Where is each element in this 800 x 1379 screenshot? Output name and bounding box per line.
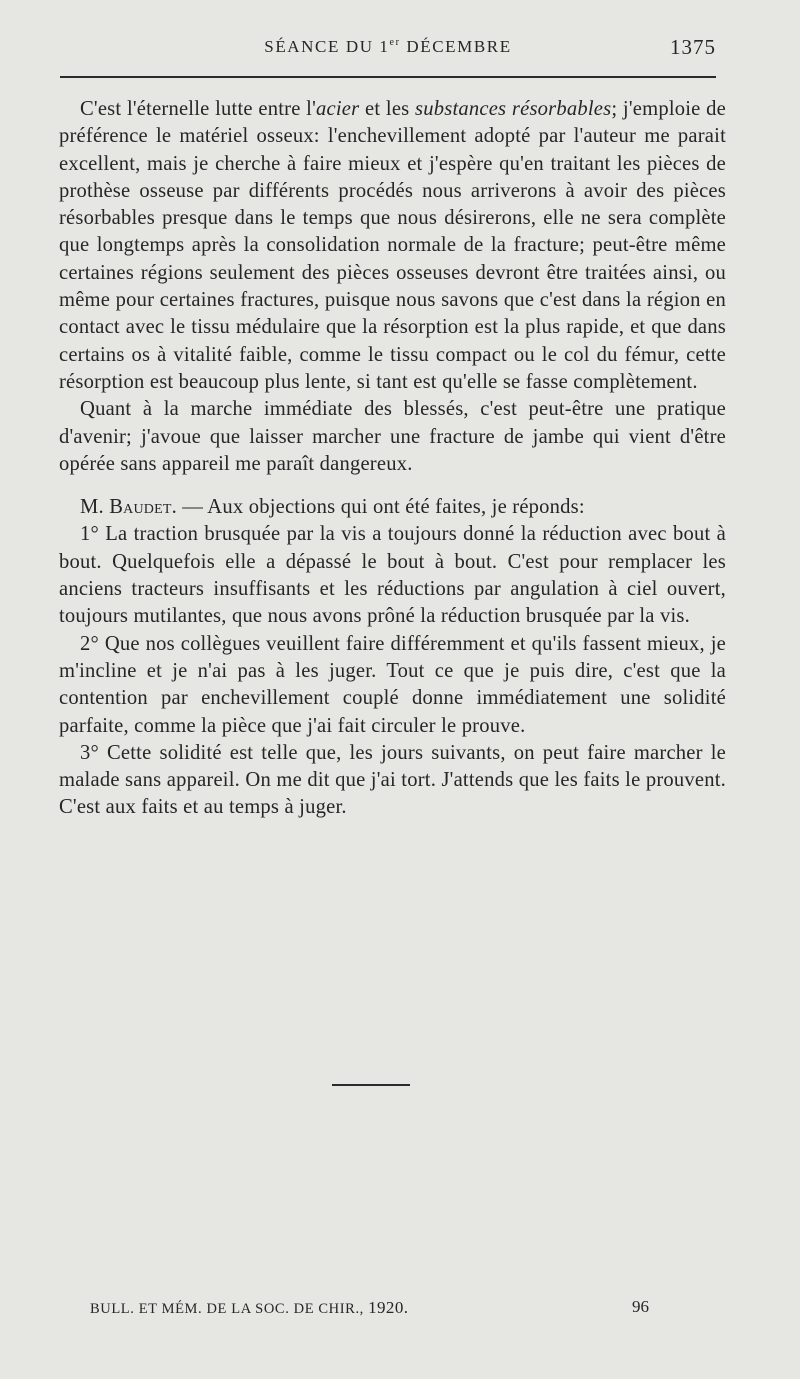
- paragraph-1: [59, 96, 726, 396]
- paragraph-2: Quant à la marche immédiate des blessés, c'est peut-être une pratique d'avenir; j'avoue que laisser marcher une fracture de jambe qui vient d'être opérée sans appareil me paraît dangereux.: [59, 398, 726, 475]
- header-rule: [60, 76, 716, 78]
- paragraph-1-rest: ; j'emploie de préférence le matériel osseux: l'enchevillement adopté par l'auteur me parait excellent, mais je cherche à faire mieux et j'espère qu'en traitant les pièces de prothèse osseuse par différents procédés nous arriverons à avoir des pièces résorbables presque dans le temps que nous désirerons, elle ne sera complète que longtemps après la consolidation normale de la fracture; peut-être même certaines régions seulement des pièces osseuses devront être traitées ainsi, ou même pour certaines fractures, puisque nous savons que c'est dans la région en contact avec le tissu médulaire que la résorption est la plus rapide, et que dans certains os à vitalité faible, comme le tissu compact ou le col du fémur, cette résorption est beaucoup plus lente, si tant est qu'elle se fasse complètement.: [59, 98, 726, 393]
- section-end-rule: [332, 1084, 410, 1086]
- running-title-superscript: er: [389, 37, 401, 48]
- emphasis-acier: acier: [316, 98, 360, 120]
- body-text: [59, 96, 726, 822]
- footer-source: [90, 1298, 408, 1318]
- paragraph-5: 2° Que nos collègues veuillent faire différemment et qu'ils fassent mieux, je m'incline et je n'ai pas à les juger. Tout ce que je puis dire, c'est que la contention par enchevillement couplé donne immédiatement une solidité parfaite, comme la pièce que j'ai fait circuler le prouve.: [59, 632, 726, 737]
- paragraph-4: 1° La traction brusquée par la vis a toujours donné la réduction avec bout à bout. Quelquefois elle a dépassé le bout à bout. C'est pour remplacer les anciens tracteurs insuffisants et les réductions par angulation à ciel ouvert, toujours mutilantes, que nous avons prôné la réduction brusquée par la vis.: [59, 523, 726, 628]
- speaker-intro: . — Aux objections qui ont été faites, je réponds:: [171, 496, 585, 519]
- running-title: [60, 37, 716, 57]
- running-title-end: DÉCEMBRE: [400, 37, 512, 56]
- footer-year: 1920.: [368, 1298, 409, 1317]
- emphasis-substances: substances résorbables: [415, 98, 612, 120]
- paragraph-1-mid: et les: [359, 98, 416, 120]
- footer-journal: BULL. ET MÉM. DE LA SOC. DE CHIR.,: [90, 1301, 369, 1317]
- paragraph-3-speaker-reply: [59, 494, 726, 521]
- running-title-start: SÉANCE DU 1: [264, 37, 390, 56]
- footer-sheet-number: 96: [632, 1297, 649, 1316]
- paragraph-6: 3° Cette solidité est telle que, les jours suivants, on peut faire marcher le malade sans appareil. On me dit que j'ai tort. J'attends que les faits le prouvent. C'est aux faits et au temps à juger.: [59, 741, 726, 819]
- speaker-prefix: M.: [80, 496, 110, 519]
- page-number: 1375: [670, 35, 716, 59]
- speaker-name: Baudet: [109, 496, 172, 519]
- paragraph-1-start: C'est l'éternelle lutte entre l': [80, 98, 317, 120]
- running-header: [60, 33, 716, 59]
